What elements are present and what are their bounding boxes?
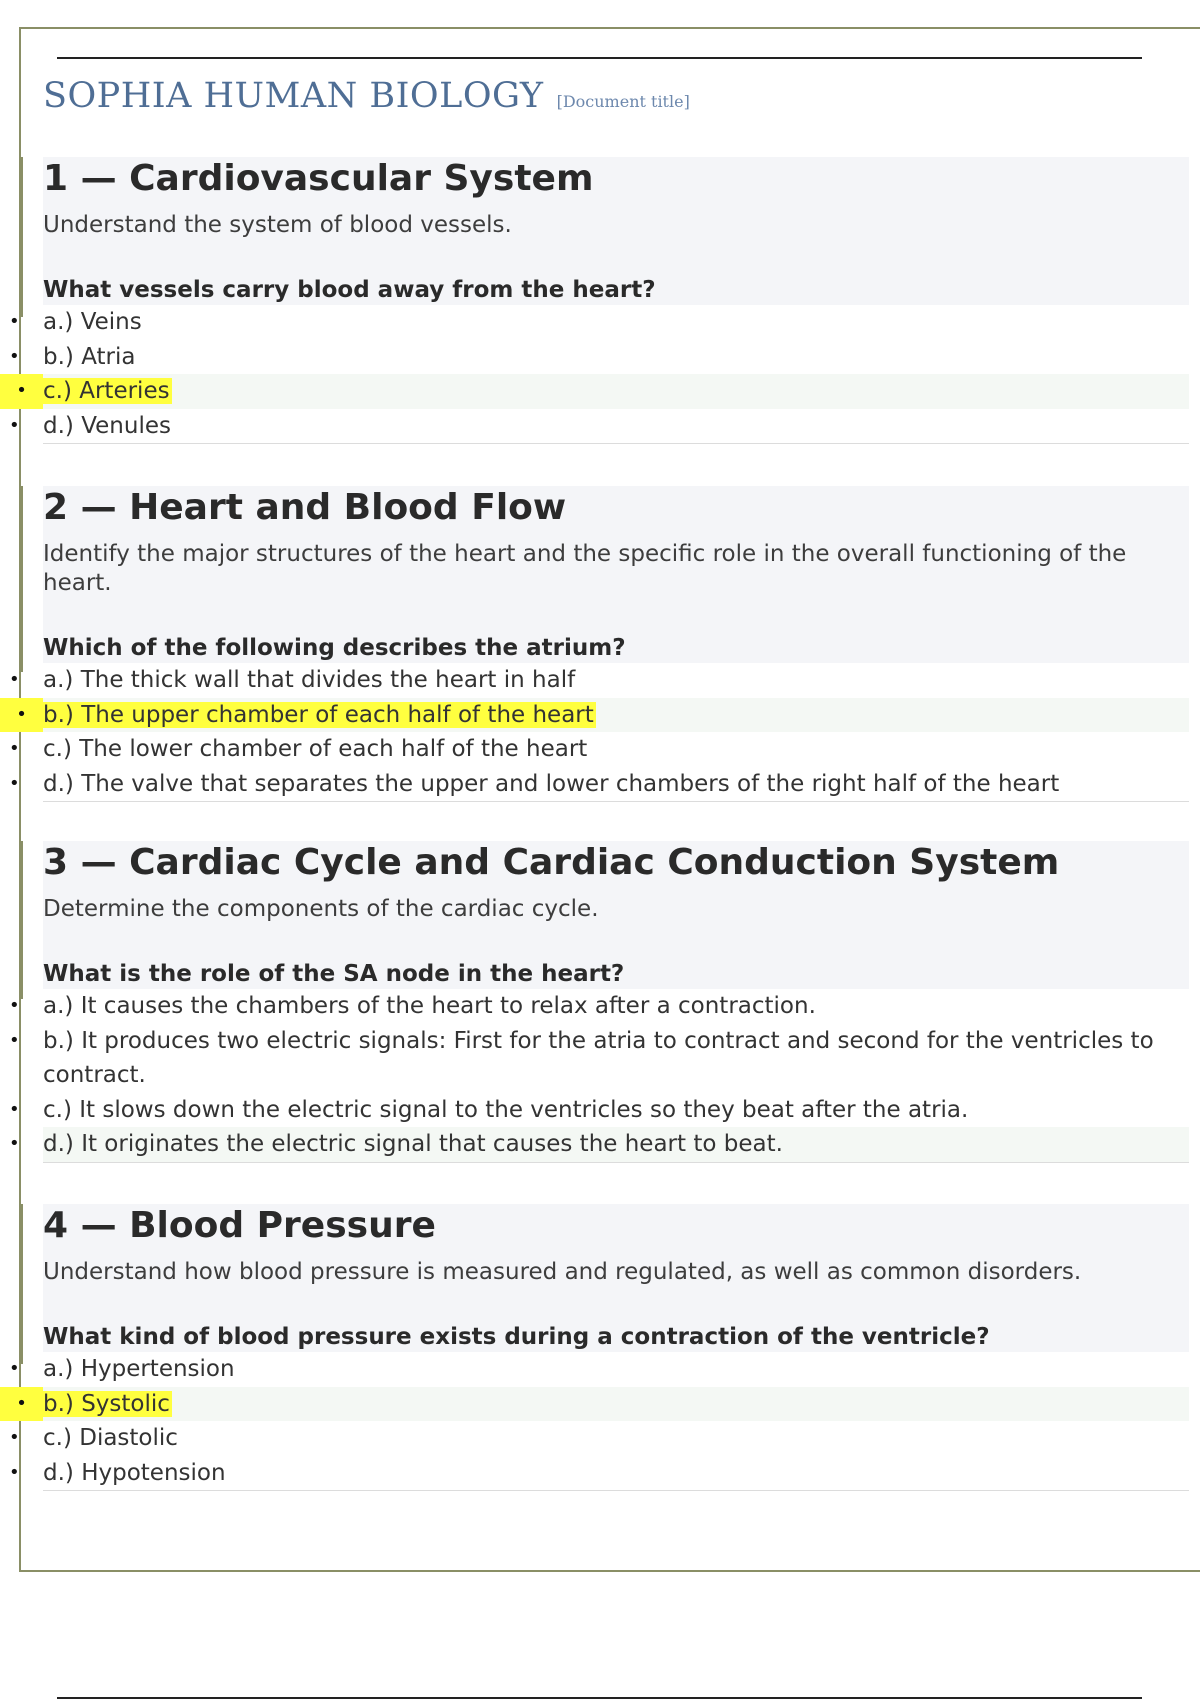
document-header bbox=[43, 76, 690, 116]
bullet-icon: • bbox=[9, 738, 20, 759]
bullet-icon: • bbox=[9, 1358, 20, 1379]
answer-text: d.) It originates the electric signal that causes the heart to beat. bbox=[43, 1131, 783, 1157]
answer-option[interactable] bbox=[9, 1127, 1189, 1162]
section-left-rule bbox=[21, 157, 23, 317]
answer-option-correct[interactable] bbox=[16, 698, 1189, 733]
question-text: What is the role of the SA node in the heart? bbox=[43, 961, 625, 987]
section-left-rule bbox=[21, 1204, 23, 1364]
section-left-rule bbox=[21, 486, 23, 672]
bullet-icon: • bbox=[9, 345, 20, 367]
bullet-icon: • bbox=[0, 698, 43, 733]
answer-text: d.) Hypotension bbox=[43, 1459, 226, 1486]
answer-text-highlighted: b.) The upper chamber of each half of the heart bbox=[43, 701, 594, 728]
bullet-icon: • bbox=[9, 1098, 20, 1120]
answer-list bbox=[9, 305, 1189, 443]
answer-option[interactable] bbox=[9, 1093, 1189, 1128]
answer-text: c.) The lower chamber of each half of the heart bbox=[43, 736, 588, 762]
section-title: 1 — Cardiovascular System bbox=[43, 158, 594, 199]
section-title: 3 — Cardiac Cycle and Cardiac Conduction System bbox=[43, 842, 1060, 883]
question-text: Which of the following describes the atrium? bbox=[43, 635, 626, 661]
bullet-icon: • bbox=[9, 311, 20, 332]
answer-text: b.) Atria bbox=[43, 343, 136, 370]
bullet-icon: • bbox=[9, 1029, 20, 1051]
answer-text: d.) Venules bbox=[43, 412, 171, 439]
answer-text: b.) It produces two electric signals: First for the atria to contract and second for the ventricles to contract. bbox=[43, 1027, 1154, 1088]
section-divider bbox=[43, 1162, 1189, 1163]
answer-option[interactable] bbox=[9, 1024, 1189, 1093]
section-description: Understand the system of blood vessels. bbox=[43, 212, 512, 238]
bullet-icon: • bbox=[0, 374, 43, 409]
answer-option[interactable] bbox=[9, 663, 1189, 698]
answer-list bbox=[9, 663, 1189, 801]
answer-text: a.) It causes the chambers of the heart to relax after a contraction. bbox=[43, 993, 816, 1019]
answer-text: c.) It slows down the electric signal to the ventricles so they beat after the atria. bbox=[43, 1096, 969, 1123]
answer-option[interactable] bbox=[9, 989, 1189, 1024]
bullet-icon: • bbox=[9, 414, 20, 436]
answer-text-highlighted: b.) Systolic bbox=[43, 1390, 170, 1417]
section-header-box bbox=[43, 841, 1189, 989]
section-title: 4 — Blood Pressure bbox=[43, 1205, 436, 1246]
answer-option[interactable] bbox=[9, 1352, 1189, 1387]
section-4 bbox=[9, 1204, 1189, 1491]
section-divider bbox=[43, 443, 1189, 444]
bullet-icon: • bbox=[0, 1387, 43, 1422]
answer-list bbox=[9, 1352, 1189, 1490]
answer-text-highlighted: c.) Arteries bbox=[43, 378, 170, 404]
header-rule bbox=[57, 57, 1142, 59]
section-description: Identify the major structures of the heart and the specific role in the overall functioning of the heart. bbox=[43, 541, 1127, 596]
section-description: Understand how blood pressure is measured and regulated, as well as common disorders. bbox=[43, 1259, 1082, 1285]
section-2 bbox=[9, 486, 1189, 802]
answer-option[interactable] bbox=[9, 1421, 1189, 1456]
bullet-icon: • bbox=[9, 1461, 20, 1483]
answer-text: a.) Hypertension bbox=[43, 1356, 235, 1382]
section-title: 2 — Heart and Blood Flow bbox=[43, 487, 567, 528]
answer-list bbox=[9, 989, 1189, 1162]
bullet-icon: • bbox=[9, 1133, 20, 1154]
answer-option[interactable] bbox=[9, 732, 1189, 767]
answer-text: a.) Veins bbox=[43, 309, 142, 335]
bullet-icon: • bbox=[9, 772, 20, 794]
bullet-icon: • bbox=[9, 1427, 20, 1448]
answer-option[interactable] bbox=[9, 340, 1189, 375]
answer-option[interactable] bbox=[9, 1456, 1189, 1491]
answer-text: d.) The valve that separates the upper and lower chambers of the right half of the heart bbox=[43, 770, 1060, 797]
bullet-icon: • bbox=[9, 995, 20, 1016]
answer-option-correct[interactable] bbox=[16, 1387, 1189, 1422]
section-description: Determine the components of the cardiac cycle. bbox=[43, 896, 599, 922]
answer-option[interactable] bbox=[9, 305, 1189, 340]
answer-option-correct[interactable] bbox=[16, 374, 1189, 409]
answer-option[interactable] bbox=[9, 767, 1189, 802]
section-3 bbox=[9, 841, 1189, 1163]
section-header-box bbox=[43, 157, 1189, 305]
document-title-placeholder: [Document title] bbox=[556, 92, 690, 111]
document-title: SOPHIA HUMAN BIOLOGY bbox=[43, 76, 544, 116]
section-1 bbox=[9, 157, 1189, 444]
question-text: What vessels carry blood away from the heart? bbox=[43, 277, 656, 303]
section-divider bbox=[43, 1490, 1189, 1491]
section-header-box bbox=[43, 1204, 1189, 1352]
section-header-box bbox=[43, 486, 1189, 663]
answer-option[interactable] bbox=[9, 409, 1189, 444]
footer-rule bbox=[57, 1697, 1142, 1699]
section-left-rule bbox=[21, 841, 23, 999]
bullet-icon: • bbox=[9, 669, 20, 690]
question-text: What kind of blood pressure exists during a contraction of the ventricle? bbox=[43, 1324, 990, 1350]
section-divider bbox=[43, 801, 1189, 802]
answer-text: c.) Diastolic bbox=[43, 1425, 178, 1451]
answer-text: a.) The thick wall that divides the heart in half bbox=[43, 667, 576, 693]
